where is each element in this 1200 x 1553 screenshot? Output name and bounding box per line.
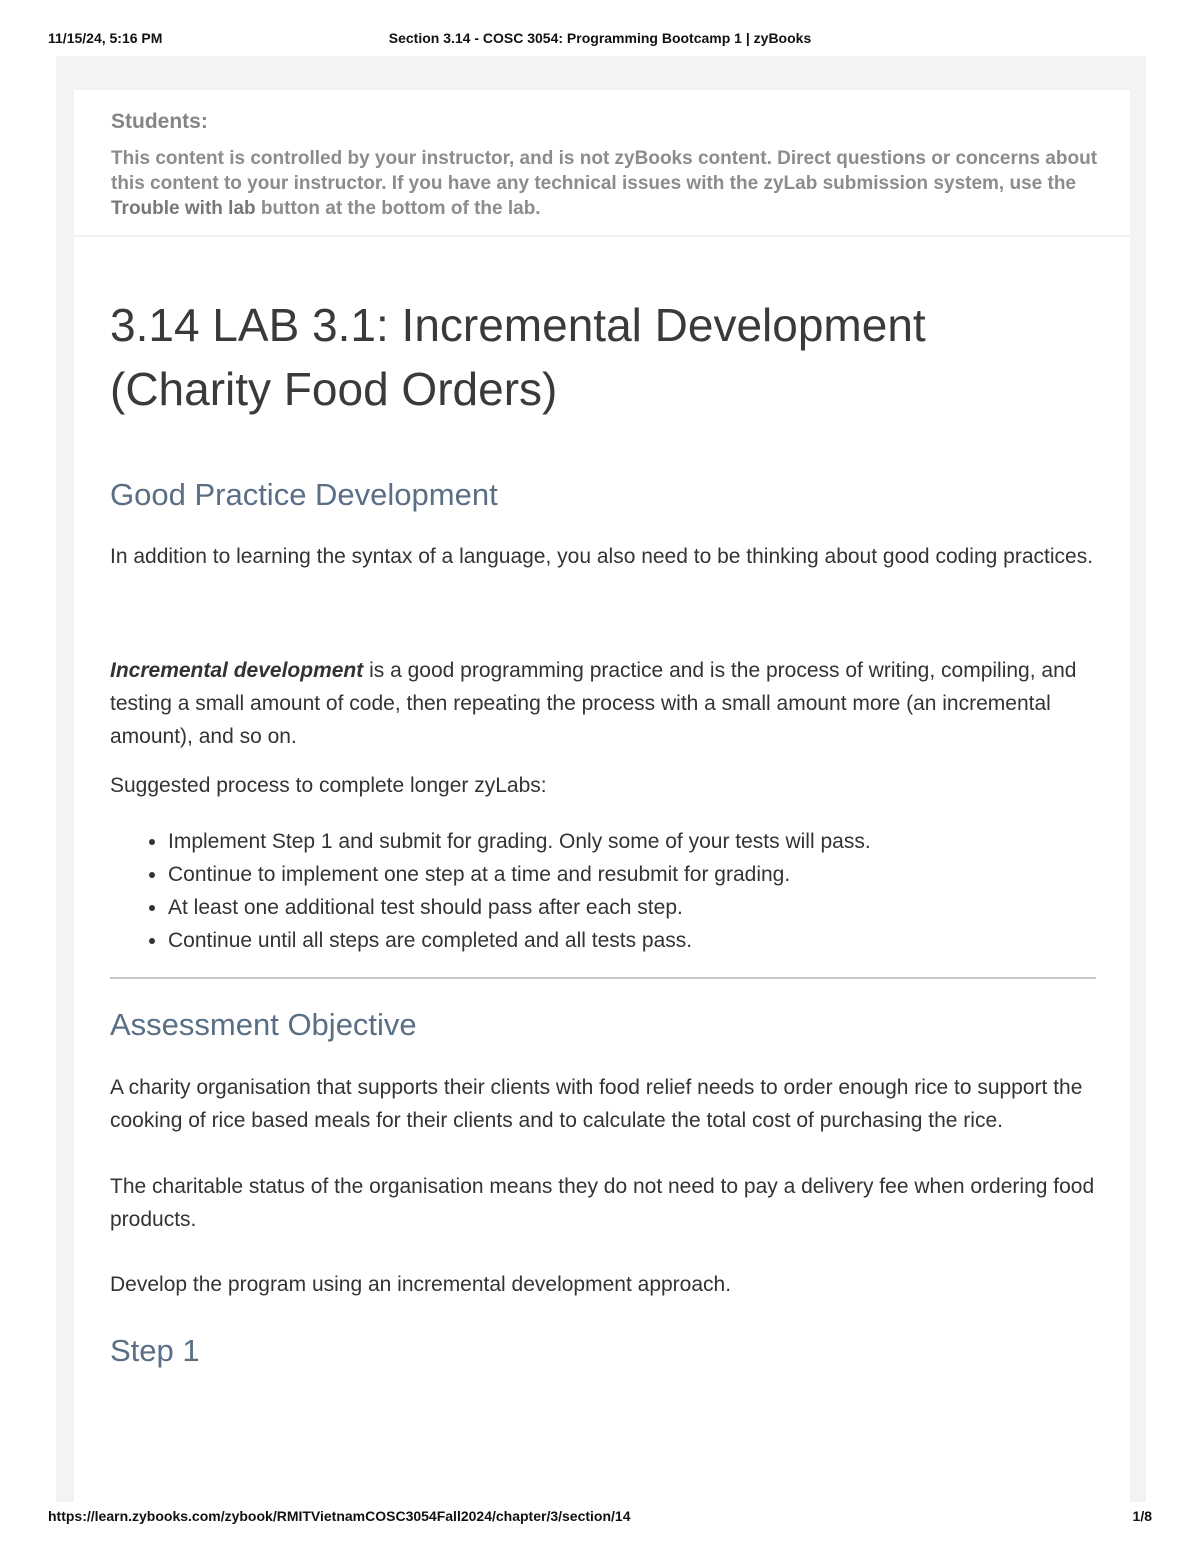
print-header [48, 30, 1152, 50]
assessment-paragraph-3: Develop the program using an incremental development approach. [110, 1273, 732, 1296]
section-divider [110, 977, 1096, 979]
assessment-paragraph-2: The charitable status of the organisation means they do not need to pay a delivery fee when ordering food products. [110, 1175, 1095, 1231]
good-practice-heading: Good Practice Development [110, 477, 498, 512]
list-item: • At least one additional test should pass after each step. [168, 891, 871, 924]
print-date: 11/15/24, 5:16 PM [48, 30, 163, 46]
instructor-notice [74, 90, 1130, 236]
print-page-title: Section 3.14 - COSC 3054: Programming Bootcamp 1 | zyBooks [388, 30, 812, 46]
list-item: • Implement Step 1 and submit for grading. Only some of your tests will pass. [168, 825, 871, 858]
assessment-objective-heading: Assessment Objective [110, 1007, 417, 1042]
print-page-number: 1/8 [1132, 1508, 1152, 1524]
notice-text [111, 146, 1101, 221]
process-steps-list [110, 825, 871, 957]
print-url: https://learn.zybooks.com/zybook/RMITVietnamCOSC3054Fall2024/chapter/3/section/14 [48, 1508, 631, 1524]
trouble-with-lab-label: Trouble with lab [111, 198, 256, 219]
good-practice-intro: In addition to learning the syntax of a language, you also need to be thinking about good coding practices. [110, 545, 1094, 568]
notice-text-part1: This content is controlled by your instructor, and is not zyBooks content. Direct questions or concerns about this content to your instructor. If you have any technical issues with the zyLab submission system, use the [111, 148, 1098, 194]
incremental-development-text: is a good programming practice and is the process of writing, compiling, and testing a small amount of code, then repeating the process with a small amount more (an incremental amount), and so on. [110, 659, 1077, 748]
notice-title: Students: [111, 110, 208, 133]
notice-text-part2: button at the bottom of the lab. [255, 198, 541, 219]
list-item: • Continue until all steps are completed and all tests pass. [168, 924, 871, 957]
lab-content [74, 237, 1130, 1502]
list-item: • Continue to implement one step at a time and resubmit for grading. [168, 858, 871, 891]
incremental-development-paragraph [110, 654, 1096, 753]
print-footer [48, 1508, 1152, 1528]
step-1-heading: Step 1 [110, 1333, 200, 1368]
assessment-paragraph-1: A charity organisation that supports their clients with food relief needs to order enough rice to support the cooking of rice based meals for their clients and to calculate the total cost of purchasing the rice. [110, 1076, 1083, 1132]
incremental-development-term: Incremental development [110, 659, 364, 682]
section-title: 3.14 LAB 3.1: Incremental Development (Charity Food Orders) [110, 299, 926, 415]
suggested-process-text: Suggested process to complete longer zyLabs: [110, 774, 547, 797]
